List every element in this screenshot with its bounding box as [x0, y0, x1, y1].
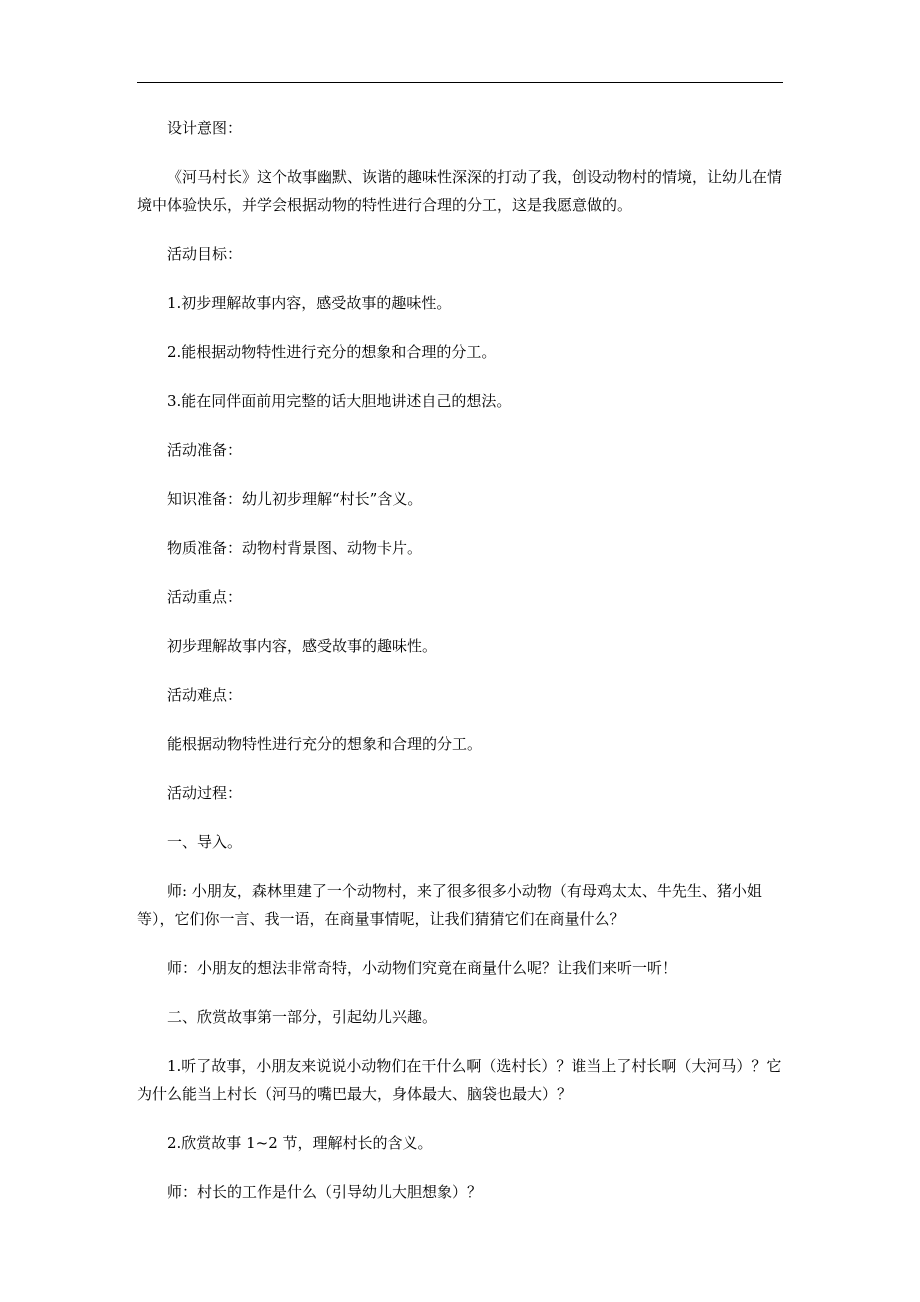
- heading-activity-difficulty: 活动难点：: [167, 686, 243, 704]
- activity-focus-text: 初步理解故事内容，感受故事的趣味性。: [167, 637, 438, 655]
- goal-item-1: 1.初步理解故事内容，感受故事的趣味性。: [167, 294, 452, 312]
- document-body: [137, 114, 783, 1206]
- preparation-knowledge: 知识准备：幼儿初步理解“村长”含义。: [167, 490, 423, 508]
- heading-activity-goals: 活动目标：: [167, 245, 243, 263]
- activity-difficulty-text: 能根据动物特性进行充分的想象和合理的分工。: [167, 735, 483, 753]
- preparation-materials: 物质准备：动物村背景图、动物卡片。: [167, 539, 423, 557]
- header-rule: [137, 82, 783, 83]
- heading-activity-preparation: 活动准备：: [167, 441, 243, 459]
- process-step-1-title: 一、导入。: [167, 833, 243, 851]
- process-step-2-title: 二、欣赏故事第一部分，引起幼儿兴趣。: [167, 1008, 438, 1026]
- goal-item-2: 2.能根据动物特性进行充分的想象和合理的分工。: [167, 343, 497, 361]
- process-teacher-intro: 师: 小朋友，森林里建了一个动物村，来了很多很多小动物（有母鸡太太、牛先生、猪小姐等），它们你一言、我一语，在商量事情呢，让我们猜猜它们在商量什么？: [137, 882, 762, 928]
- goal-item-3: 3.能在同伴面前用完整的话大胆地讲述自己的想法。: [167, 392, 512, 410]
- process-step-2-item-2: 2.欣赏故事 1~2 节，理解村长的含义。: [167, 1134, 433, 1152]
- process-teacher-question: 师：村长的工作是什么（引导幼儿大胆想象）？: [167, 1183, 483, 1201]
- heading-activity-process: 活动过程：: [167, 784, 243, 802]
- process-step-2-item-1: 1.听了故事，小朋友来说说小动物们在干什么啊（选村长）？谁当上了村长啊（大河马）？它为什么能当上村长（河马的嘴巴最大，身体最大、脑袋也最大）？: [137, 1057, 782, 1103]
- process-teacher-followup: 师：小朋友的想法非常奇特，小动物们究竟在商量什么呢？让我们来听一听！: [167, 959, 678, 977]
- paragraph-design-intent: 《河马村长》这个故事幽默、诙谐的趣味性深深的打动了我，创设动物村的情境，让幼儿在情境中体验快乐，并学会根据动物的特性进行合理的分工，这是我愿意做的。: [137, 168, 783, 214]
- heading-activity-focus: 活动重点：: [167, 588, 243, 606]
- heading-design-intent: 设计意图：: [167, 119, 243, 137]
